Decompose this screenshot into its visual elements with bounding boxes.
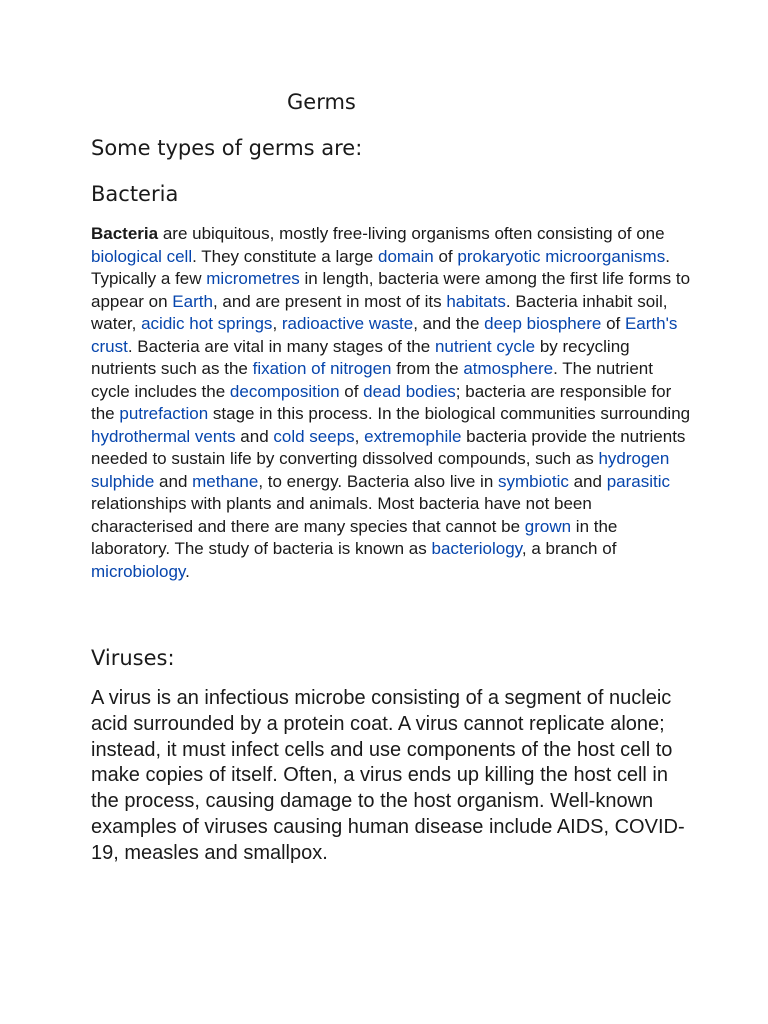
link-hydrothermal-vents[interactable]: hydrothermal vents — [91, 426, 236, 446]
text-segment: . — [185, 561, 190, 581]
link-nutrient-cycle[interactable]: nutrient cycle — [434, 336, 536, 356]
text-segment: of — [433, 246, 458, 266]
link-cold-seeps[interactable]: cold seeps — [273, 426, 355, 446]
text-segment: ; bacteria are responsible for the — [91, 381, 672, 423]
text-segment: bacteria provide the nutrients needed to sustain life by converting dissolved compounds, such as — [91, 426, 686, 468]
text-segment: , and are present in most of its — [212, 291, 447, 311]
link-fixation-of-nitrogen[interactable]: fixation of nitrogen — [252, 359, 392, 378]
link-bacteriology[interactable]: bacteriology — [431, 539, 522, 558]
text-segment: of — [339, 381, 364, 401]
viruses-heading: Viruses: — [91, 646, 175, 670]
bacteria-heading: Bacteria — [91, 182, 179, 206]
text-segment: , — [272, 314, 282, 333]
text-segment: and — [154, 471, 193, 491]
text-segment: . The nutrient cycle includes the — [91, 359, 653, 401]
text-segment: from the — [391, 359, 464, 378]
text-segment: in the laboratory. The study of bacteria is known as — [91, 516, 618, 558]
link-decomposition[interactable]: decomposition — [229, 381, 340, 401]
viruses-paragraph: A virus is an infectious microbe consisting of a segment of nucleic acid surrounded by a protein coat. A virus cannot replicate alone; instead, it must infect cells and use components of the host cell to make copies of itself. Often, a virus ends up killing the host cell in the process, causing damage to the host organism. Well-known examples of viruses causing human disease include AIDS, COVID-19, measles and smallpox. — [91, 687, 685, 864]
link-putrefaction[interactable]: putrefaction — [119, 404, 209, 423]
text-segment: are ubiquitous, mostly free-living organisms often consisting of one — [158, 224, 665, 243]
link-symbiotic[interactable]: symbiotic — [498, 471, 569, 491]
link-domain[interactable]: domain — [377, 246, 434, 266]
link-deep-biosphere[interactable]: deep biosphere — [484, 314, 602, 333]
link-acidic-hot-springs[interactable]: acidic hot springs — [141, 314, 273, 333]
link-parasitic[interactable]: parasitic — [606, 471, 670, 491]
text-segment: . Bacteria are vital in many stages of the — [127, 336, 435, 356]
document-title: Germs — [287, 90, 356, 114]
text-segment: . Bacteria inhabit soil, water, — [91, 291, 668, 333]
link-biological-cell[interactable]: biological cell — [91, 246, 193, 266]
link-microbiology[interactable]: microbiology — [91, 561, 186, 581]
text-segment: . Typically a few — [91, 246, 670, 288]
bacteria-paragraph — [91, 223, 691, 583]
link-prokaryotic-microorganisms[interactable]: prokaryotic microorganisms — [457, 246, 666, 266]
text-segment: , to energy. Bacteria also live in — [258, 471, 499, 491]
text-segment: and — [235, 426, 274, 446]
bacteria-term: Bacteria — [91, 224, 159, 243]
intro-heading: Some types of germs are: — [91, 136, 363, 160]
link-micrometres[interactable]: micrometres — [206, 269, 300, 288]
text-segment: , a branch of — [521, 539, 617, 558]
text-segment: by recycling nutrients such as the — [91, 336, 630, 378]
link-radioactive-waste[interactable]: radioactive waste — [281, 314, 414, 333]
text-segment: , and the — [413, 314, 485, 333]
link-dead-bodies[interactable]: dead bodies — [363, 381, 456, 401]
text-segment: . They constitute a large — [192, 246, 378, 266]
text-segment: of — [601, 314, 625, 333]
link-methane[interactable]: methane — [192, 471, 259, 491]
link-grown[interactable]: grown — [524, 516, 572, 536]
link-habitats[interactable]: habitats — [446, 291, 506, 311]
text-segment: and — [568, 471, 607, 491]
text-segment: , — [354, 426, 365, 446]
link-extremophile[interactable]: extremophile — [364, 426, 462, 446]
link-atmosphere[interactable]: atmosphere — [463, 359, 554, 378]
link-earth[interactable]: Earth — [172, 291, 213, 311]
link-hydrogen-sulphide[interactable]: hydrogen sulphide — [91, 449, 670, 491]
text-segment: in length, bacteria were among the first life forms to appear on — [91, 269, 691, 311]
text-segment: relationships with plants and animals. Most bacteria have not been characterised and there are many species that cannot be — [91, 494, 592, 536]
link-earths-crust[interactable]: Earth's crust — [91, 314, 678, 356]
text-segment: stage in this process. In the biological communities surrounding — [208, 404, 691, 423]
